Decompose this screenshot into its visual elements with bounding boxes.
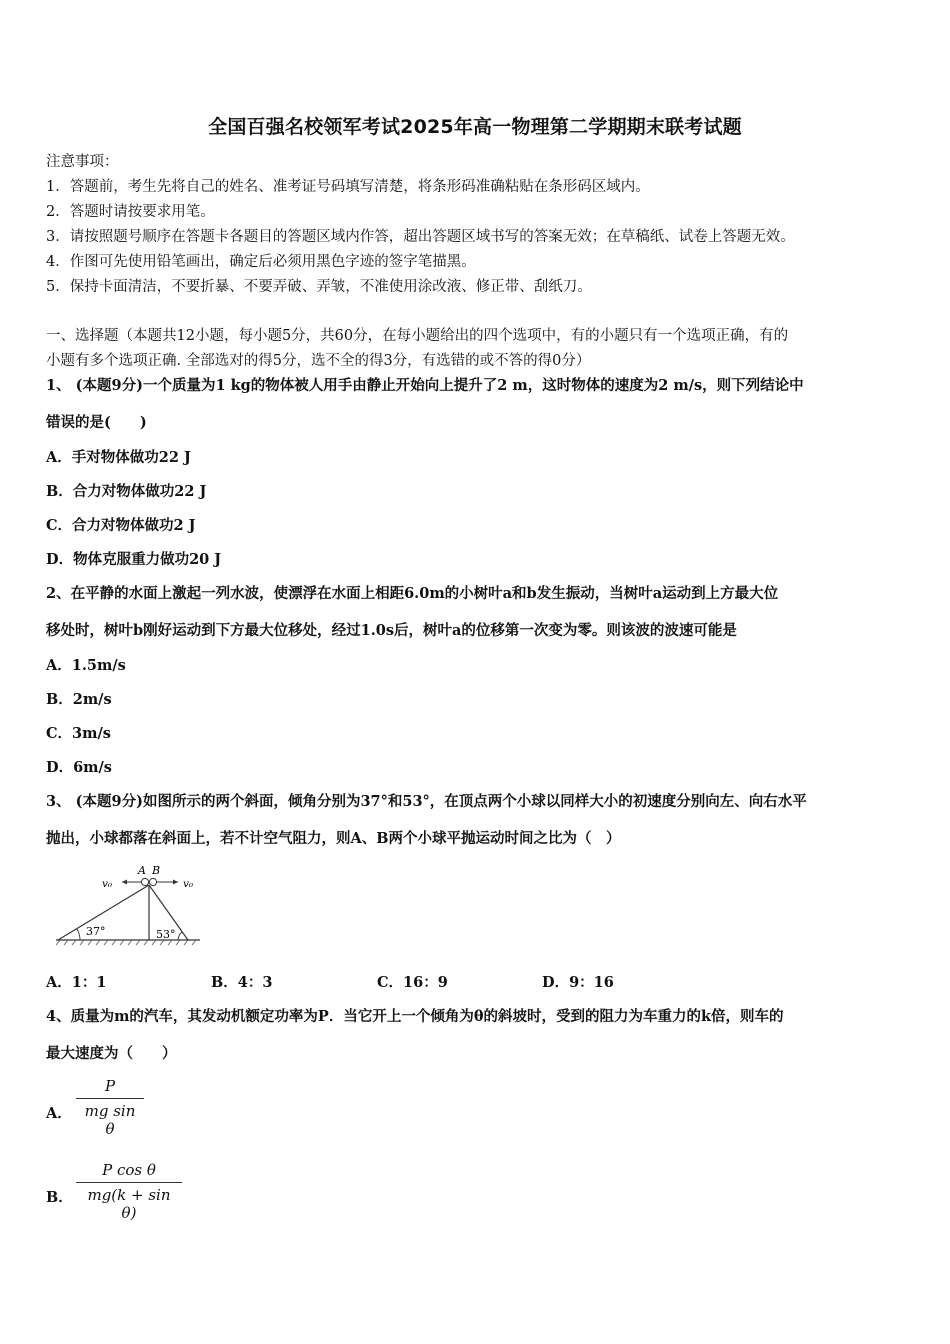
- q4-option-b-letter: B．: [46, 1189, 73, 1206]
- q2-option-d: D．6m/s: [46, 759, 112, 776]
- q4-option-b-fraction: [76, 1161, 182, 1222]
- notice-item-1: 1．答题前，考生先将自己的姓名、准考证号码填写清楚，将条形码准确粘贴在条形码区域内。: [46, 179, 650, 195]
- q4-option-b-denominator: mg(k + sin θ): [87, 1186, 171, 1222]
- q1-option-d: D．物体克服重力做功20 J: [46, 551, 222, 568]
- q3-option-b: B．4：3: [211, 974, 273, 991]
- q3-stem-line-1: 3、 (本题9分)如图所示的两个斜面，倾角分别为37°和53°，在顶点两个小球以同样大小的初速度分别向左、向右水平: [46, 793, 807, 810]
- notice-item-3: 3．请按照题号顺序在答题卡各题目的答题区域内作答，超出答题区域书写的答案无效；在草稿纸、试卷上答题无效。: [46, 229, 795, 245]
- q4-option-a-numerator: P: [104, 1077, 116, 1095]
- q1-stem-line-1: 1、 (本题9分)一个质量为1 kg的物体被人用手由静止开始向上提升了2 m，这时物体的速度为2 m/s，则下列结论中: [46, 377, 804, 394]
- q1-option-b: B．合力对物体做功22 J: [46, 483, 207, 500]
- q3-option-a: A．1：1: [46, 974, 107, 991]
- q4-option-b-numerator: P cos θ: [102, 1161, 156, 1179]
- page-title: 全国百强名校领军考试2025年高一物理第二学期期末联考试题: [208, 116, 742, 138]
- q2-stem-line-1: 2、在平静的水面上激起一列水波，使漂浮在水面上相距6.0m的小树叶a和b发生振动，当树叶a运动到上方最大位: [46, 585, 779, 602]
- notice-item-5: 5．保持卡面清洁，不要折暴、不要弄破、弄皱，不准使用涂改液、修正带、刮纸刀。: [46, 279, 592, 295]
- q3-option-d: D．9：16: [542, 974, 614, 991]
- q3-stem-line-2: 抛出，小球都落在斜面上，若不计空气阻力，则A、B两个小球平抛运动时间之比为（ ）: [46, 830, 621, 847]
- q4-stem-line-1: 4、质量为m的汽车，其发动机额定功率为P．当它开上一个倾角为θ的斜坡时，受到的阻力为车重力的k倍，则车的: [46, 1008, 784, 1025]
- q4-option-a-denominator: mg sin θ: [84, 1102, 136, 1138]
- q3-inclined-planes-figure: [52, 862, 204, 950]
- fraction-bar: [76, 1098, 144, 1099]
- q3-label-a: A: [138, 864, 146, 877]
- q4-stem-line-2: 最大速度为（ ）: [46, 1045, 177, 1062]
- q3-label-angle-left: 37°: [86, 925, 106, 938]
- q3-label-angle-right: 53°: [156, 928, 176, 941]
- q3-label-v-right: v₀: [183, 878, 194, 890]
- notice-heading: 注意事项：: [46, 154, 119, 170]
- fraction-bar: [76, 1182, 182, 1183]
- section-intro-line-2: 小题有多个选项正确. 全部选对的得5分，选不全的得3分，有选错的或不答的得0分）: [46, 353, 591, 369]
- q3-label-v-left: v₀: [102, 878, 113, 890]
- notice-item-2: 2．答题时请按要求用笔。: [46, 204, 215, 220]
- q3-option-c: C．16：9: [377, 974, 448, 991]
- q4-option-a-fraction: [76, 1077, 144, 1138]
- q2-stem-line-2: 移处时，树叶b刚好运动到下方最大位移处，经过1.0s后，树叶a的位移第一次变为零。则该波的波速可能是: [46, 622, 737, 639]
- q2-option-b: B．2m/s: [46, 691, 112, 708]
- section-intro-line-1: 一、选择题（本题共12小题，每小题5分，共60分，在每小题给出的四个选项中，有的小题只有一个选项正确，有的: [46, 328, 789, 344]
- q2-option-c: C．3m/s: [46, 725, 111, 742]
- q4-option-a-letter: A．: [46, 1105, 72, 1122]
- q1-stem-line-2: 错误的是( ): [46, 414, 147, 431]
- q1-option-c: C．合力对物体做功2 J: [46, 517, 196, 534]
- q1-option-a: A．手对物体做功22 J: [46, 449, 191, 466]
- q2-option-a: A．1.5m/s: [46, 657, 126, 674]
- notice-item-4: 4．作图可先使用铅笔画出，确定后必须用黑色字迹的签字笔描黑。: [46, 254, 476, 270]
- q3-label-b: B: [152, 864, 161, 877]
